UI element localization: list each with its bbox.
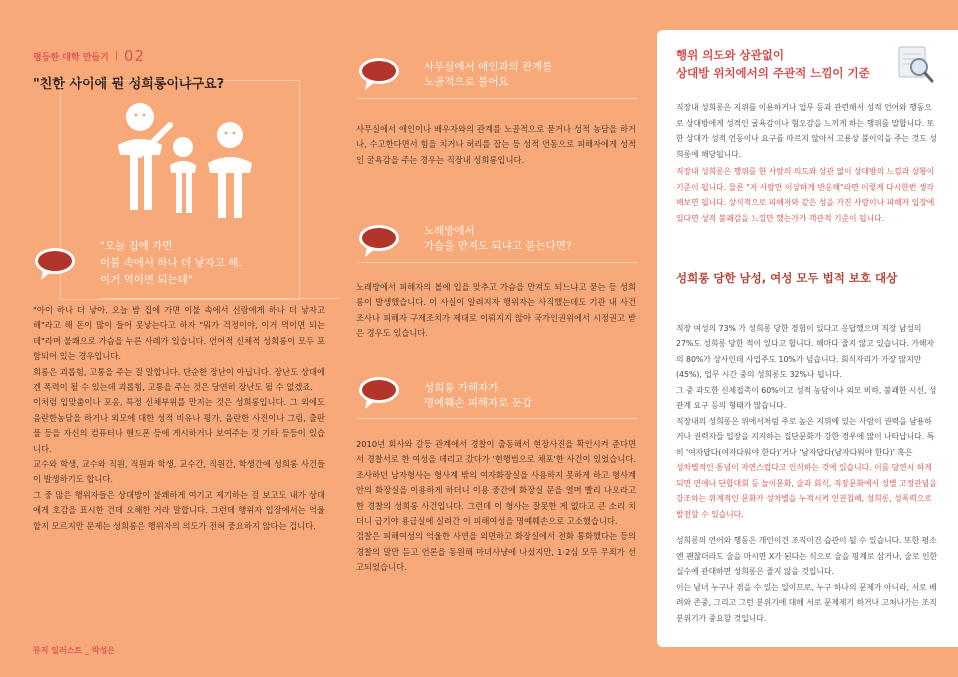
left-body-text: "아이 하나 더 낳아. 오늘 밤 집에 가면 이불 속에서 신랑에게 하나 더 낳자고 해"라고 해 돈이 많이 들어 못낳는다고 하자 "뭐가 걱정이야, 이거 먹이면 되는데"라며 불쾌으로 가슴을 누른 사례가 있습니다. 언어적 신체적 성희롱이 모두 포함되어 있는 경우입니다. 희롱은 괴롭힘, 고통을 주는 걸 말합니다. 단순한 장난이 아닙니다. 장난도 상대에겐 폭력이 될 수 있는데 괴롭힘, 고통을 주는 것은 당연히 장난도 될 수 없겠죠. 이처럼 입맞춤이나 포옹, 특정 신체부위를 만지는 것은 성희롱입니다. 그 외에도 음란한농담을 하거나 외모에 대한 성적 비유나 평가, 음란한 사진이나 그림, 출판물 등을 자신의 컴퓨터나 핸드폰 등에 게시하거나 보여주는 것 기타 등등이 있습니다. 교수와 학생, 교수와 직원, 직원과 학생, 교수간, 직원간, 학생간에 성희롱 사건들이 발생하기도 합니다. 그 중 많은 행위자들은 상대방이 불쾌하게 여기고 제기하는 걸 보고도 내가 상대에게 호감을 표시한 건데 오해한 거라 말합니다. 그런데 행위자 입장에서는 억울할지 모르지만 문제는 성희롱은 행위자의 의도가 전혀 중요하지 않다는 겁니다. — [33, 305, 325, 531]
illustration-figures — [100, 95, 285, 230]
pull-quote-line: 이거 먹이면 되는데" — [100, 274, 193, 286]
section-title — [424, 381, 532, 411]
speech-bubble-icon — [33, 246, 77, 282]
magnifier-icon — [895, 45, 935, 85]
panel-paragraph — [676, 305, 938, 519]
section-title-line: 가슴을 만져도 되냐고 묻는다면? — [424, 240, 572, 252]
panel-highlight-text: 성차별적인 통념이 자연스럽다고 인식하는 것에 있습니다. 이를 당연시 하게 되면 연애나 단합대회 등 놀이문화, 술과 회식, 직장문화에서 성별 고정관념을 강조하는 위계적인 문화가 성차별을 누적시켜 인권침해, 성희롱, 성폭력으로 발전할 수 있습니다. — [676, 463, 937, 519]
panel-paragraph: 직장내 성희롱은 지위를 이용하거나 업무 등과 관련해서 성적 언어와 행동으로 상대방에게 성적인 굴욕감이나 혐오감을 느끼게 하는 행위를 말합니다. 또한 상대가 성적 언동이나 요구를 따르지 않아서 고용상 불이익을 주는 것도 성희롱에 해당됩니다. — [676, 103, 937, 159]
panel-paragraph: 성희롱의 언어와 행동은 개인이건 조직이건 습관이 될 수 있습니다. 또한 평소엔 괜찮더라도 술을 마시면 X가 된다는 식으로 술을 핑계로 삼거나, 술로 인한 실수에 관대하면 성희롱은 줄지 않을 것입니다. 이는 남녀 누구나 겪을 수 있는 일이므로, 누구 하나의 문제가 아니라, 서로 배려와 존중, 그리고 그런 분위기에 대해 서로 문제제기 하거나 고쳐나가는 조직 분위기가 중요할 것입니다. — [676, 536, 938, 623]
divider — [357, 98, 637, 99]
section-title — [424, 60, 552, 90]
section-body: 노래방에서 피해자의 볼에 입을 맞추고 가슴을 만져도 되느냐고 묻는 등 성희롱이 발생했습니다. 이 사실이 알려지자 행위자는 사직했는데도 기관 내 사건 조사나 피해자 구제조치가 제대로 이뤄지지 않아 국가인권위에서 시정권고 받은 경우도 있습니다. — [356, 282, 636, 339]
speech-bubble-icon — [357, 223, 401, 259]
panel-title-line: 상대방 위치에서의 주관적 느낌이 기준 — [676, 66, 870, 80]
divider — [100, 298, 340, 299]
speech-bubble-icon — [357, 375, 401, 411]
section-title-line: 노래방에서 — [424, 225, 475, 237]
pull-quote-line: "오늘 집에 가면 — [100, 240, 173, 252]
illustration-credit: 뮤지 일러스트 _ 박성은 — [33, 646, 115, 655]
panel-subtitle: 성희롱 당한 남성, 여성 모두 법적 보호 대상 — [676, 271, 898, 285]
panel-paragraph-text: 직장 여성의 73% 가 성희롱 당한 경험이 있다고 응답했으며 직장 남성의 27%도 성희롱 당한 적이 있다고 합니다. 해마다 줄지 않고 있습니다. 가해자의 80%가 상사인데 사업주도 10%가 넘습니다. 회식자리가 가장 많지만(45%), 업무 시간 중의 성희롱도 32%나 됩니다. 그 중 과도한 신체접촉이 60%이고 성적 농담이나 외모 비하, 불쾌한 시선, 성관계 요구 등의 형태가 많습니다. 직장내의 성희롱은 위에서처럼 주로 높은 지위에 있는 사람이 권력을 남용하거나 권력자들 입장을 지지하는 집단문화가 강한 경우에 많이 나타납니다. 특히 '여자답다(여자다워야 한다)'거나 '남자답다(남자다워야 한다)' 혹은 — [676, 323, 937, 457]
series-separator: | — [114, 51, 118, 61]
pull-quote-line: 이불 속에서 하나 더 낳자고 해. — [100, 257, 242, 269]
panel-title-line: 행위 의도와 상관없이 — [676, 48, 784, 62]
section-title-line: 명예훼손 피해자로 둔갑 — [424, 397, 533, 409]
series-name: 평등한 대학 만들기 — [33, 52, 109, 63]
panel-highlight-paragraph: 직장내 성희롱은 행위를 한 사람의 의도와 상관 없이 상대방의 느낌과 상황이 기준이 됩니다. 물론 "저 사람만 이상하게 반응해"라면 이렇게 다시한번 생각해보면 됩니다. 상식적으로 피해자와 같은 성을 가진 사람이나 피해자 입장에 있다면 성적 불쾌감을 느낄만 했는가가 객관적 기준이 됩니다. — [676, 167, 935, 223]
section-body: 2010년 회사와 갈등 관계에서 경찰이 출동해서 현장사진을 확인시켜 준다면서 경찰서로 한 여성을 데리고 갔다가 '현행범으로 체포'한 사건이 있었습니다. 조사하던 남자형사는 형사계 밖의 여자화장실을 사용하지 못하게 하고 형사계 안의 화장실을 이용하게 하더니 이용 중간에 화장실 문을 열며 빨리 나오라고 한 경찰의 성희롱 사건입니다. 그런데 이 형사는 잘못한 게 없다고 큰 소리 치더니 급기야 용급실에 실려간 이 피해여성을 명예훼손으로 고소했습니다. 검찰은 피해여성의 억울한 사연을 외면하고 화장실에서 전화 통화했다는 등의 경찰의 말만 듣고 언론을 동원해 마녀사냥에 나섰지만, 1·2심 모두 무죄가 선고되었습니다. — [356, 439, 636, 573]
series-number: 02 — [123, 47, 145, 65]
section-title-line: 성희롱 가해자가 — [424, 382, 499, 394]
panel-title — [676, 46, 896, 82]
speech-bubble-icon — [357, 56, 401, 92]
divider — [357, 418, 637, 419]
section-title — [424, 224, 572, 254]
series-label — [33, 47, 323, 65]
page-headline: "친한 사이에 뭔 성희롱이냐구요? — [33, 77, 225, 92]
section-title-line: 사무실에서 애인과의 관계를 — [424, 61, 553, 73]
section-title-line: 노골적으로 물어요 — [424, 76, 509, 88]
divider — [357, 262, 637, 263]
section-body: 사무실에서 애인이나 배우자와의 관계를 노골적으로 묻거나 성적 농담을 하거나, 수고한다면서 힘을 치거나 허리를 잡는 등 성적 언동으로 피해자에게 성적인 굴욕감을 주는 경우는 직장내 성희롱입니다. — [356, 124, 636, 165]
pull-quote — [100, 238, 300, 289]
